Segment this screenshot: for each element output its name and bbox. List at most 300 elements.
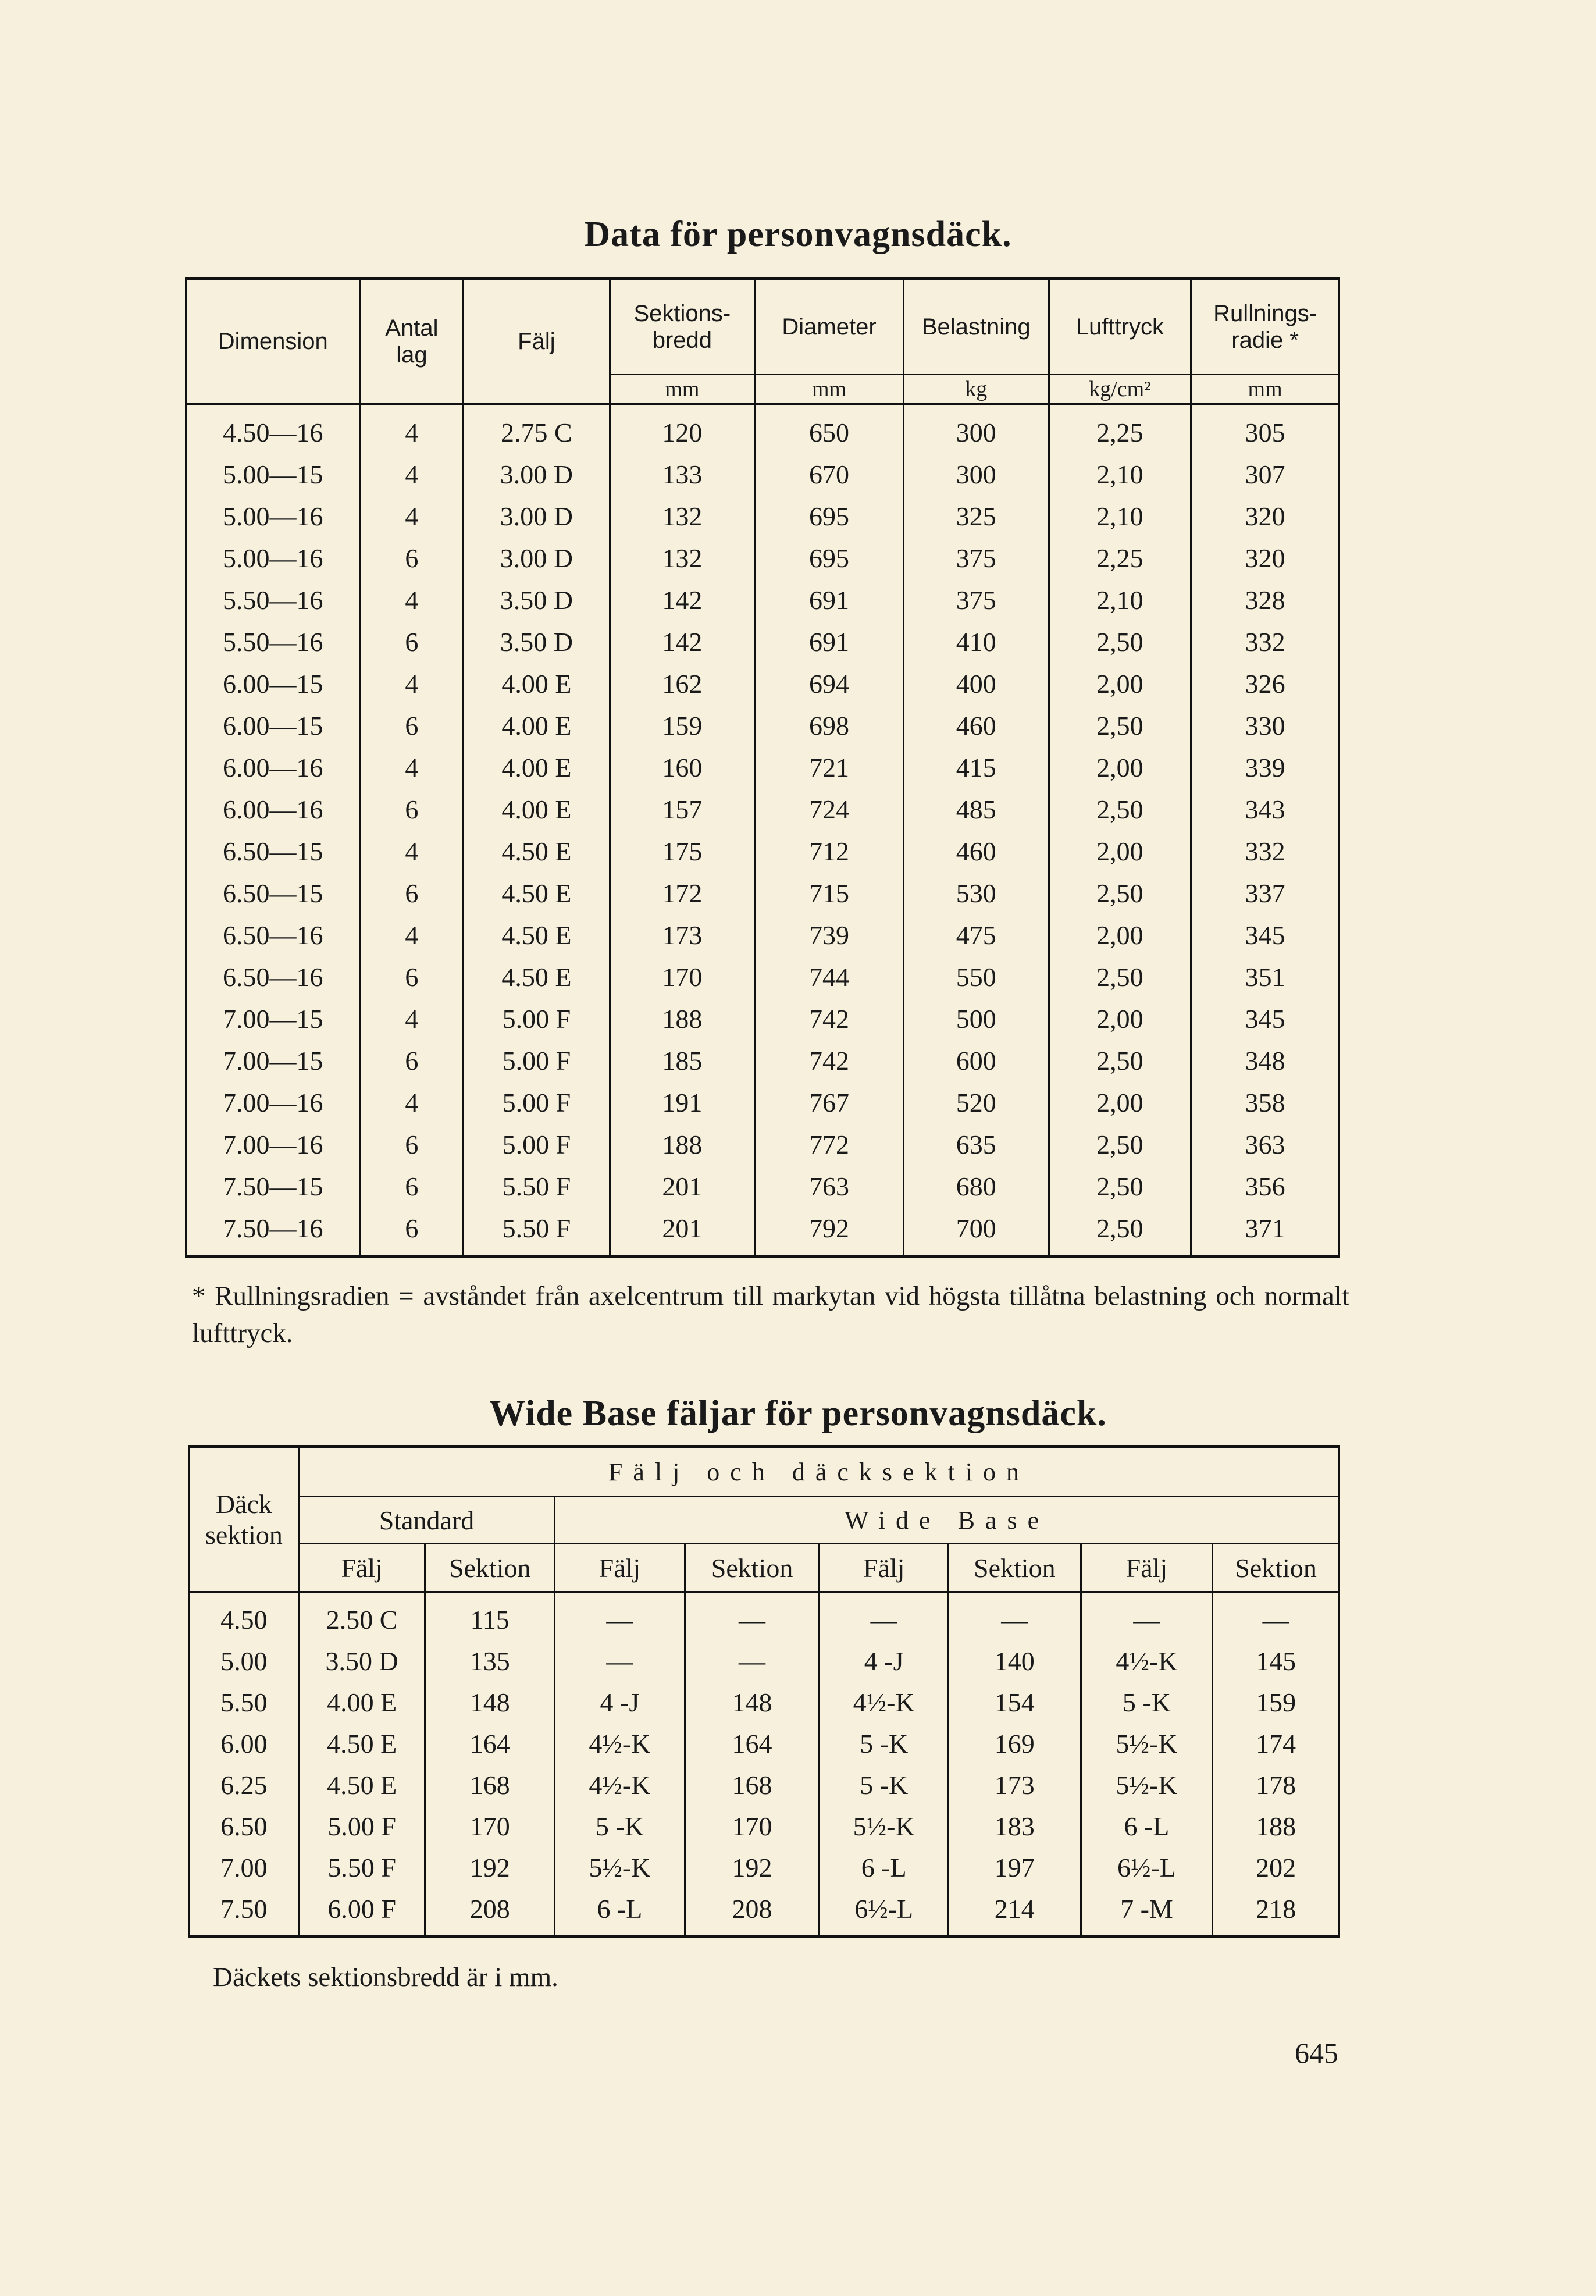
table-cell: 5.50 F (464, 1165, 610, 1207)
table-row (186, 1081, 1340, 1123)
table-cell: 183 (948, 1806, 1081, 1847)
table-cell: 202 (1213, 1847, 1340, 1888)
table-cell: 326 (1191, 663, 1340, 704)
table-cell: 4.00 E (464, 788, 610, 830)
table-cell: 2,50 (1049, 1123, 1191, 1165)
table-cell: 4 (360, 579, 464, 621)
table-cell: 6 (360, 956, 464, 998)
header-dack: Däck (215, 1489, 272, 1519)
table-cell: 6½-L (820, 1888, 949, 1937)
table-cell: 132 (610, 495, 755, 537)
table-cell: 5.00 F (298, 1806, 425, 1847)
table-cell: 2,50 (1049, 704, 1191, 746)
table-cell: 712 (755, 830, 904, 872)
table-row (186, 404, 1340, 453)
table-row (190, 1682, 1340, 1723)
table-cell: 4½-K (820, 1682, 949, 1723)
table-cell: 2,25 (1049, 537, 1191, 579)
table-cell: 345 (1191, 914, 1340, 956)
header-falj: Fälj (298, 1544, 425, 1592)
table-cell: 6.25 (220, 1770, 268, 1800)
table-row (186, 453, 1340, 495)
table-cell: 197 (948, 1847, 1081, 1888)
table-cell: 2,50 (1049, 1165, 1191, 1207)
table-cell: 4 (360, 998, 464, 1040)
table-cell: 2,10 (1049, 495, 1191, 537)
table-cell: 4 (360, 663, 464, 704)
table-row (186, 998, 1340, 1040)
table-cell: 530 (903, 872, 1049, 914)
header-antal: Antal (385, 315, 439, 341)
table-cell: 337 (1191, 872, 1340, 914)
header-rullnings: Rullnings- (1213, 301, 1317, 326)
table-cell: 5.00 F (464, 1081, 610, 1123)
table-cell: 6 (360, 537, 464, 579)
header-sektionsbredd (610, 279, 755, 375)
table-row (186, 621, 1340, 663)
table-cell: 6.50—16 (223, 962, 323, 992)
table-cell: 7.00—16 (223, 1129, 323, 1159)
table-cell: 5½-K (820, 1806, 949, 1847)
table-cell: 348 (1191, 1040, 1340, 1081)
table-cell: 5½-K (555, 1847, 685, 1888)
table-cell: 157 (610, 788, 755, 830)
unit-rullningsradie: mm (1191, 375, 1340, 404)
table-cell: 174 (1213, 1723, 1340, 1764)
table-row (186, 579, 1340, 621)
table-cell: 320 (1191, 495, 1340, 537)
header-standard: Standard (298, 1496, 554, 1544)
table-cell: 5.00—16 (223, 501, 323, 531)
table-cell: 300 (903, 453, 1049, 495)
table-cell: 7.00 (220, 1853, 268, 1882)
table-row (190, 1723, 1340, 1764)
table-cell: 133 (610, 453, 755, 495)
table-cell: 700 (903, 1207, 1049, 1256)
table1-footnote: * Rullningsradien = avståndet från axelcentrum till markytan vid högsta tillåtna belastning och normalt lufttryck. (192, 1281, 1349, 1348)
table-cell: 5 -K (820, 1723, 949, 1764)
table-cell: 2,00 (1049, 830, 1191, 872)
table-cell: 170 (425, 1806, 555, 1847)
table-cell: 460 (903, 830, 1049, 872)
table-row (186, 1040, 1340, 1081)
table-cell: 695 (755, 537, 904, 579)
header-falj: Fälj (555, 1544, 685, 1592)
table-cell: 4.00 E (464, 663, 610, 704)
header-diameter: Diameter (755, 279, 904, 375)
table-cell: 307 (1191, 453, 1340, 495)
table-cell: 5.50 F (298, 1847, 425, 1888)
header-sektion: Sektion (425, 1544, 555, 1592)
table-cell: 188 (610, 1123, 755, 1165)
table-cell: 3.00 D (464, 537, 610, 579)
table-cell: 4 -J (820, 1640, 949, 1682)
table-cell: 320 (1191, 537, 1340, 579)
header-sektions: Sektions- (633, 301, 731, 326)
table-cell: 345 (1191, 998, 1340, 1040)
table-cell: 635 (903, 1123, 1049, 1165)
table-cell: 164 (685, 1723, 820, 1764)
table-cell: 6.00—16 (223, 794, 323, 824)
table-cell: — (948, 1592, 1081, 1640)
table-cell: 330 (1191, 704, 1340, 746)
table-cell: 328 (1191, 579, 1340, 621)
table2-title: Wide Base fäljar för personvagnsdäck. (489, 1394, 1107, 1433)
table-cell: — (1213, 1592, 1340, 1640)
table-cell: 5 -K (1081, 1682, 1213, 1723)
header-falj: Fälj (464, 279, 610, 405)
table-cell: 5.50 F (464, 1207, 610, 1256)
table-cell: 4½-K (555, 1723, 685, 1764)
table-cell: 4.00 E (464, 704, 610, 746)
table-cell: 2,25 (1049, 404, 1191, 453)
table-cell: 201 (610, 1165, 755, 1207)
table-cell: — (685, 1592, 820, 1640)
table-cell: 363 (1191, 1123, 1340, 1165)
table-cell: 694 (755, 663, 904, 704)
table-row (186, 914, 1340, 956)
table-cell: 600 (903, 1040, 1049, 1081)
table-cell: 2,00 (1049, 1081, 1191, 1123)
table-cell: 332 (1191, 830, 1340, 872)
table-cell: — (820, 1592, 949, 1640)
table-row (186, 1123, 1340, 1165)
table-cell: 173 (610, 914, 755, 956)
table-cell: 6.00—15 (223, 668, 323, 699)
table-cell: 4.00 E (298, 1682, 425, 1723)
header-rullningsradie (1191, 279, 1340, 375)
table-cell: 208 (685, 1888, 820, 1937)
table-cell: 4½-K (1081, 1640, 1213, 1682)
table-cell: — (555, 1640, 685, 1682)
table-cell: 4½-K (555, 1764, 685, 1806)
table-cell: 351 (1191, 956, 1340, 998)
table-cell: 721 (755, 746, 904, 788)
table-cell: 2,50 (1049, 1040, 1191, 1081)
table-cell: 4.00 E (464, 746, 610, 788)
table-cell: 500 (903, 998, 1049, 1040)
table-row (186, 830, 1340, 872)
table-cell: 169 (948, 1723, 1081, 1764)
table-cell: 159 (1213, 1682, 1340, 1723)
wide-base-table (188, 1445, 1340, 1938)
table-cell: 2,50 (1049, 956, 1191, 998)
table-row (186, 1207, 1340, 1256)
header-falj-dacksektion: Fälj och däcksektion (298, 1447, 1339, 1497)
table-row (186, 872, 1340, 914)
table-cell: 343 (1191, 788, 1340, 830)
table-cell: 2,50 (1049, 621, 1191, 663)
table-cell: 6.00—16 (223, 752, 323, 782)
table-cell: 7.00—15 (223, 1045, 323, 1076)
table-cell: 763 (755, 1165, 904, 1207)
table-cell: 670 (755, 453, 904, 495)
table-cell: 3.50 D (464, 621, 610, 663)
table-cell: 164 (425, 1723, 555, 1764)
header-dimension: Dimension (218, 329, 328, 354)
table-cell: 3.00 D (464, 495, 610, 537)
table-cell: 218 (1213, 1888, 1340, 1937)
table-row (190, 1640, 1340, 1682)
header-belastning: Belastning (903, 279, 1049, 375)
table-row (186, 956, 1340, 998)
table-cell: 2.50 C (298, 1592, 425, 1640)
table-cell: 400 (903, 663, 1049, 704)
table-cell: 6 (360, 704, 464, 746)
header-falj: Fälj (1081, 1544, 1213, 1592)
table-cell: 650 (755, 404, 904, 453)
table-row (186, 788, 1340, 830)
table-cell: 695 (755, 495, 904, 537)
table-cell: 148 (685, 1682, 820, 1723)
table-cell: 2,10 (1049, 579, 1191, 621)
table-cell: 6 (360, 621, 464, 663)
unit-belastning: kg (903, 375, 1049, 404)
table-cell: 3.50 D (298, 1640, 425, 1682)
table-row (190, 1806, 1340, 1847)
table-cell: 160 (610, 746, 755, 788)
header-sektion: Sektion (948, 1544, 1081, 1592)
table-cell: 4.50 E (464, 872, 610, 914)
table-cell: 192 (685, 1847, 820, 1888)
table-cell: 6.50—15 (223, 878, 323, 908)
header-radie: radie * (1231, 328, 1299, 353)
table-cell: 6 (360, 1207, 464, 1256)
table-cell: 162 (610, 663, 755, 704)
table-cell: 2,50 (1049, 788, 1191, 830)
table-cell: 2,00 (1049, 998, 1191, 1040)
table-cell: — (555, 1592, 685, 1640)
table2-footnote: Däckets sektionsbredd är i mm. (213, 1962, 558, 1992)
table-cell: 145 (1213, 1640, 1340, 1682)
table-cell: 2,00 (1049, 663, 1191, 704)
table-cell: 4 (360, 830, 464, 872)
table-cell: 4.50 E (464, 914, 610, 956)
table-cell: 178 (1213, 1764, 1340, 1806)
table-cell: 739 (755, 914, 904, 956)
header-dack-sektion (190, 1447, 299, 1593)
table-cell: 358 (1191, 1081, 1340, 1123)
table-cell: 767 (755, 1081, 904, 1123)
header-sektion: Sektion (1213, 1544, 1340, 1592)
table-cell: 2.75 C (464, 404, 610, 453)
header-sektion: sektion (205, 1520, 283, 1550)
table-row (186, 1165, 1340, 1207)
unit-sektionsbredd: mm (610, 375, 755, 404)
table-cell: 7.50 (220, 1894, 268, 1924)
table-cell: 6.50—15 (223, 836, 323, 866)
table-row (190, 1888, 1340, 1937)
table-cell: 6½-L (1081, 1847, 1213, 1888)
table-cell: 715 (755, 872, 904, 914)
table-cell: 2,50 (1049, 872, 1191, 914)
table-cell: 744 (755, 956, 904, 998)
table-cell: 5.00 (220, 1646, 268, 1676)
table-cell: 6.00 F (298, 1888, 425, 1937)
table-cell: 520 (903, 1081, 1049, 1123)
table-row (190, 1764, 1340, 1806)
table-cell: 191 (610, 1081, 755, 1123)
header-wide-base: Wide Base (555, 1496, 1340, 1544)
table-row (190, 1592, 1340, 1640)
table-cell: — (1081, 1592, 1213, 1640)
table-cell: 192 (425, 1847, 555, 1888)
table-cell: 724 (755, 788, 904, 830)
table-cell: 5½-K (1081, 1723, 1213, 1764)
table-cell: 7.00—16 (223, 1087, 323, 1117)
table-cell: 115 (425, 1592, 555, 1640)
table-cell: 6 -L (820, 1847, 949, 1888)
table-cell: 168 (685, 1764, 820, 1806)
table-cell: 4 (360, 1081, 464, 1123)
table-cell: 460 (903, 704, 1049, 746)
table-cell: 6 (360, 872, 464, 914)
table-cell: 159 (610, 704, 755, 746)
table-cell: 6 -L (1081, 1806, 1213, 1847)
header-falj: Fälj (820, 1544, 949, 1592)
table-cell: 6 (360, 1165, 464, 1207)
table-cell: 4 (360, 453, 464, 495)
header-lufttryck: Lufttryck (1049, 279, 1191, 375)
table-cell: 142 (610, 621, 755, 663)
table-cell: 325 (903, 495, 1049, 537)
table-cell: 4.50 (220, 1605, 268, 1635)
table-cell: 691 (755, 621, 904, 663)
table-cell: 135 (425, 1640, 555, 1682)
table-cell: 6 (360, 1123, 464, 1165)
table-row (186, 704, 1340, 746)
table-cell: 201 (610, 1207, 755, 1256)
table-cell: 188 (1213, 1806, 1340, 1847)
table-cell: 6.00—15 (223, 710, 323, 741)
table-cell: 5.50—16 (223, 585, 323, 615)
table-cell: 4 -J (555, 1682, 685, 1723)
table-cell: 691 (755, 579, 904, 621)
table-cell: 154 (948, 1682, 1081, 1723)
table-cell: 188 (610, 998, 755, 1040)
table-cell: 142 (610, 579, 755, 621)
table-cell: 168 (425, 1764, 555, 1806)
table-cell: 5 -K (820, 1764, 949, 1806)
table-cell: 415 (903, 746, 1049, 788)
table-cell: 185 (610, 1040, 755, 1081)
table-cell: 550 (903, 956, 1049, 998)
table-cell: 300 (903, 404, 1049, 453)
table-cell: 4 (360, 495, 464, 537)
table-cell: 375 (903, 537, 1049, 579)
table-cell: 5.00 F (464, 1123, 610, 1165)
unit-lufttryck: kg/cm² (1049, 375, 1191, 404)
table-cell: 5.50—16 (223, 626, 323, 657)
table-cell: 6.50—16 (223, 920, 323, 950)
table-cell: 792 (755, 1207, 904, 1256)
tire-data-table (185, 277, 1340, 1258)
table-row (186, 495, 1340, 537)
table-cell: 5.50 (220, 1688, 268, 1717)
table-cell: 375 (903, 579, 1049, 621)
table-cell: 5.00—15 (223, 459, 323, 489)
table-cell: 698 (755, 704, 904, 746)
table-row (186, 663, 1340, 704)
table-cell: 7.50—15 (223, 1171, 323, 1201)
table-cell: 132 (610, 537, 755, 579)
table-cell: 410 (903, 621, 1049, 663)
table-cell: 485 (903, 788, 1049, 830)
table-cell: 742 (755, 998, 904, 1040)
table-cell: 4.50 E (298, 1723, 425, 1764)
table-cell: 5 -K (555, 1806, 685, 1847)
table-cell: 772 (755, 1123, 904, 1165)
table-cell: 208 (425, 1888, 555, 1937)
table-cell: 4.50—16 (223, 417, 323, 447)
table-cell: 4 (360, 404, 464, 453)
table-row (190, 1847, 1340, 1888)
table-cell: 4.50 E (464, 956, 610, 998)
table-cell: 6 (360, 1040, 464, 1081)
table-cell: 339 (1191, 746, 1340, 788)
table-row (186, 537, 1340, 579)
table-cell: 120 (610, 404, 755, 453)
table-cell: 3.50 D (464, 579, 610, 621)
header-lag: lag (396, 342, 428, 368)
table-cell: 2,00 (1049, 746, 1191, 788)
table-cell: 7 -M (1081, 1888, 1213, 1937)
table-cell: 4 (360, 746, 464, 788)
table-cell: 3.00 D (464, 453, 610, 495)
table-cell: 2,00 (1049, 914, 1191, 956)
table-cell: 2,10 (1049, 453, 1191, 495)
table-cell: 332 (1191, 621, 1340, 663)
table-cell: 2,50 (1049, 1207, 1191, 1256)
table-cell: 140 (948, 1640, 1081, 1682)
table-cell: 7.00—15 (223, 1003, 323, 1034)
table-cell: 173 (948, 1764, 1081, 1806)
table-cell: — (685, 1640, 820, 1682)
table-cell: 6 -L (555, 1888, 685, 1937)
table-row (186, 746, 1340, 788)
page-number: 645 (1295, 2037, 1338, 2069)
table-cell: 7.50—16 (223, 1213, 323, 1243)
table-cell: 148 (425, 1682, 555, 1723)
table-cell: 475 (903, 914, 1049, 956)
table-cell: 6.50 (220, 1811, 268, 1841)
header-sektion: Sektion (685, 1544, 820, 1592)
table-cell: 6 (360, 788, 464, 830)
table-cell: 371 (1191, 1207, 1340, 1256)
table-cell: 356 (1191, 1165, 1340, 1207)
header-antal-lag (360, 279, 464, 405)
table-cell: 172 (610, 872, 755, 914)
table2-body (190, 1592, 1340, 1937)
table-cell: 742 (755, 1040, 904, 1081)
table-cell: 214 (948, 1888, 1081, 1937)
table-cell: 170 (610, 956, 755, 998)
table-cell: 175 (610, 830, 755, 872)
table-cell: 4.50 E (298, 1764, 425, 1806)
table-cell: 5½-K (1081, 1764, 1213, 1806)
table-cell: 4 (360, 914, 464, 956)
table-cell: 305 (1191, 404, 1340, 453)
table-cell: 5.00 F (464, 1040, 610, 1081)
table1-body (186, 404, 1340, 1256)
table-cell: 170 (685, 1806, 820, 1847)
table1-title: Data för personvagnsdäck. (584, 215, 1012, 254)
table-cell: 6.00 (220, 1729, 268, 1759)
unit-diameter: mm (755, 375, 904, 404)
table-cell: 680 (903, 1165, 1049, 1207)
table-cell: 4.50 E (464, 830, 610, 872)
table-cell: 5.00 F (464, 998, 610, 1040)
